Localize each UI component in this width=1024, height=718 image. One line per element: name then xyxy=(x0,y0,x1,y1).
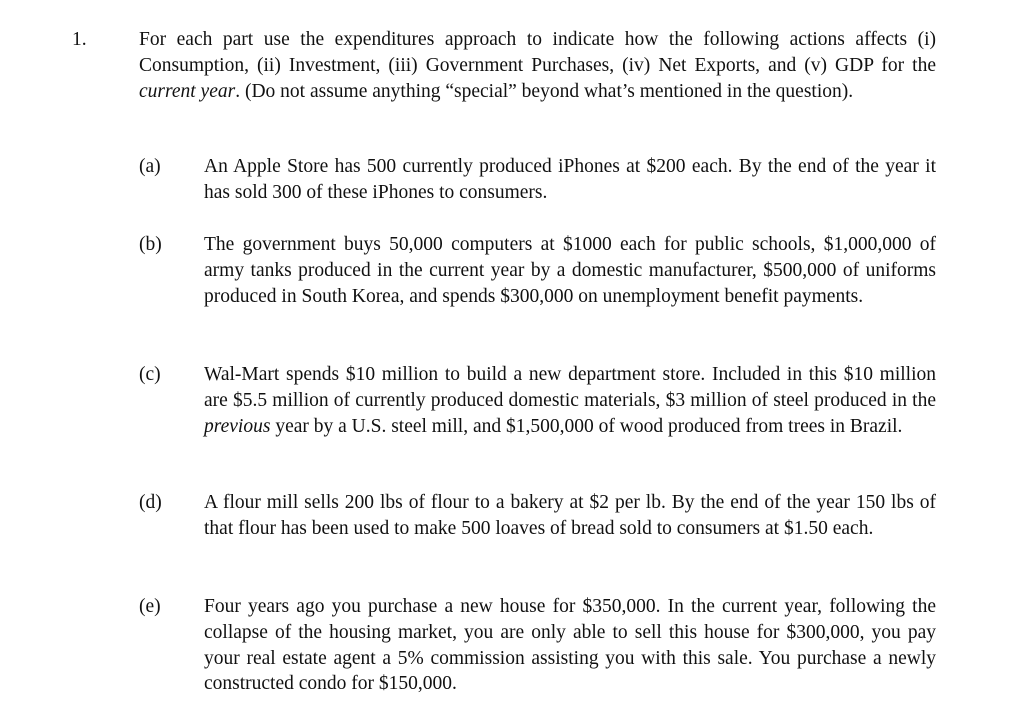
intro-text-start: For each part use the expenditures approach to indicate how the following actions affects (i) Consumption, (ii) Investment, (iii) Government Purchases, (iv) Net Exports, and (v) GDP for the xyxy=(139,29,936,76)
part-e-text: Four years ago you purchase a new house for $350,000. In the current year, following the collapse of the housing market, you are only able to sell this house for $300,000, you pay your real estate agent a 5% commission assisting you with this sale. You purchase a newly constructed condo for $150,000. xyxy=(204,596,936,695)
part-c-text xyxy=(204,362,936,439)
part-d-label: (d) xyxy=(139,492,162,513)
part-c-text-start: Wal-Mart spends $10 million to build a new department store. Included in this $10 million are $5.5 million of currently produced domestic materials, $3 million of steel produced in the xyxy=(204,364,936,411)
question-intro xyxy=(139,27,936,104)
part-c-label: (c) xyxy=(139,364,161,385)
part-b-label: (b) xyxy=(139,234,162,255)
part-a-label: (a) xyxy=(139,156,161,177)
part-b-text: The government buys 50,000 computers at $1000 each for public schools, $1,000,000 of army tanks produced in the current year by a domestic manufacturer, $500,000 of uniforms produced in South Korea, and spends $300,000 on unemployment benefit payments. xyxy=(204,234,936,307)
part-e-label: (e) xyxy=(139,596,161,617)
part-c-italic-previous: previous xyxy=(204,415,271,437)
intro-text-end: . (Do not assume anything “special” beyond what’s mentioned in the question). xyxy=(235,80,854,102)
part-a-text: An Apple Store has 500 currently produced iPhones at $200 each. By the end of the year it has sold 300 of these iPhones to consumers. xyxy=(204,156,936,203)
part-c-text-end: year by a U.S. steel mill, and $1,500,000 of wood produced from trees in Brazil. xyxy=(270,415,903,437)
part-d-text: A flour mill sells 200 lbs of flour to a bakery at $2 per lb. By the end of the year 150 lbs of that flour has been used to make 500 loaves of bread sold to consumers at $1.50 each. xyxy=(204,492,936,539)
intro-italic-current-year: current year xyxy=(139,80,236,102)
question-number: 1. xyxy=(72,29,87,50)
